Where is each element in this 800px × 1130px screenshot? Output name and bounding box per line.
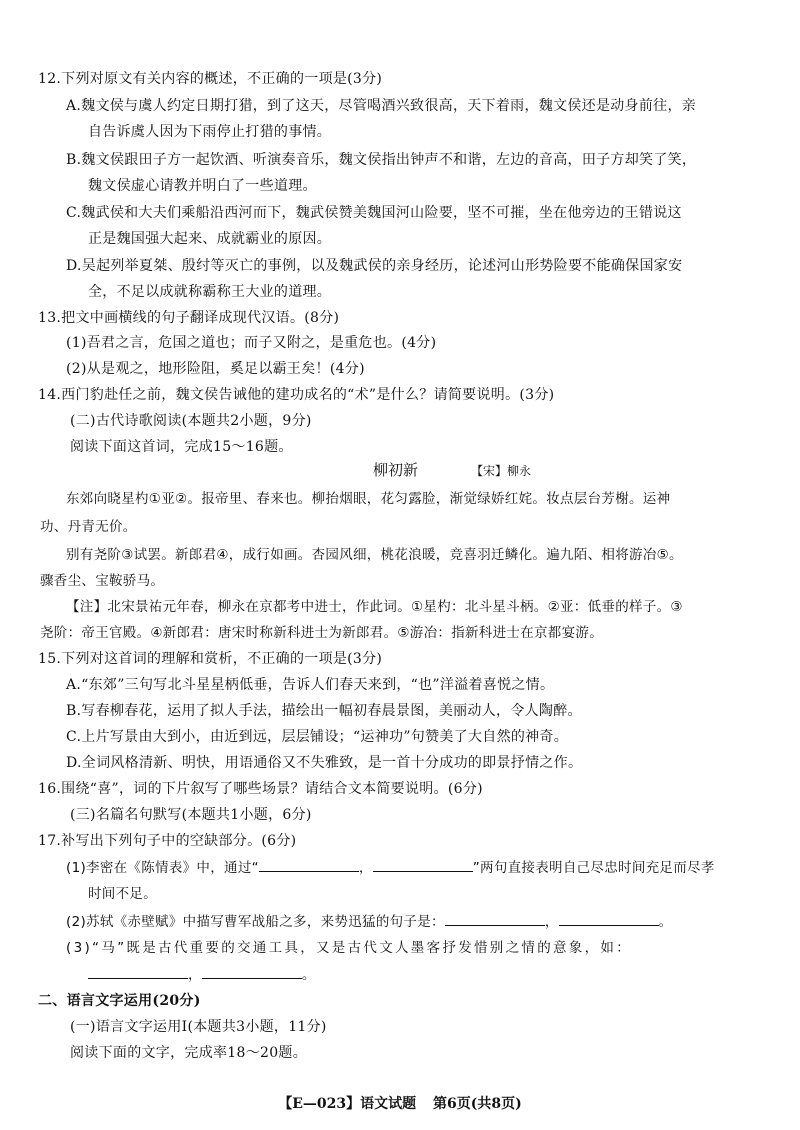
- q17-part-3-suffix: 。: [301, 967, 316, 983]
- q17-blank-1a[interactable]: [259, 857, 359, 872]
- q12-option-b-line2: 魏文侯虚心请教并明白了一些道理。: [88, 178, 317, 194]
- q15-option-a: A.“东郊”三句写北斗星星柄低垂，告诉人们春天来到，“也”洋溢着喜悦之情。: [66, 677, 555, 693]
- q17-blank-3a[interactable]: [88, 964, 188, 979]
- q17-part-2-suffix: 。: [658, 914, 673, 930]
- poem-note-line-2: 尧阶：帝王官殿。④新郎君：唐宋时称新科进士为新郎君。⑤游冶：指新科进士在京都宴游。: [40, 625, 604, 641]
- q17-part-2-prefix: (2)苏轼《赤壁赋》中描写曹军战船之多，来势迅猛的句子是：: [66, 914, 445, 930]
- part2-instruction: 阅读下面的文字，完成率18～20题。: [70, 1045, 308, 1061]
- q16-stem: 16.围绕“喜”，词的下片叙写了哪些场景？请结合文本简要说明。(6分): [38, 781, 483, 797]
- q13-sentence-2: (2)从是观之，地形险阻，奚足以霸王矣！(4分): [66, 361, 365, 377]
- q12-option-a-line2: 自告诉虞人因为下雨停止打猎的事情。: [88, 124, 332, 140]
- q12-stem: 12.下列对原文有关内容的概述，不正确的一项是(3分): [38, 71, 383, 87]
- q15-option-c: C.上片写景由大到小，由近到远，层层铺设；“运神功”句赞美了大自然的神奇。: [66, 729, 569, 745]
- q17-part-3-sep: ，: [188, 967, 202, 983]
- q17-part-1-line2: 时间不足。: [88, 886, 157, 902]
- mingju-section-heading: (三)名篇名句默写(本题共1小题，6分): [70, 807, 312, 823]
- q17-part-1-suffix: ”两句直接表明自己尽忠时间充足而尽孝: [472, 860, 715, 876]
- poem-note-line-1: 【注】北宋景祐元年春，柳永在京都考中进士，作此词。①星杓：北斗星斗柄。②亚：低垂的样子。③: [66, 599, 683, 615]
- q17-part-3-line2: [88, 964, 316, 985]
- q13-sentence-1: (1)吾君之言，危国之道也；而子又附之，是重危也。(4分): [66, 335, 437, 351]
- q12-option-a-line1: A.魏文侯与虞人约定日期打猎，到了这天，尽管喝酒兴致很高，天下着雨，魏文侯还是动身前往，亲: [66, 98, 697, 114]
- q15-option-b: B.写春柳春花，运用了拟人手法，描绘出一幅初春晨景图，美丽动人，令人陶醉。: [66, 703, 582, 719]
- q17-part-1-sep: ，: [358, 860, 373, 876]
- poem-line-4: 骤香尘、宝鞍骄马。: [40, 573, 165, 589]
- q17-blank-1b[interactable]: [373, 857, 473, 872]
- q13-stem: 13.把文中画横线的句子翻译成现代汉语。(8分): [38, 310, 340, 326]
- q17-blank-2a[interactable]: [445, 911, 545, 926]
- poem-title: 柳初新: [373, 461, 419, 479]
- q17-part-2: [66, 911, 672, 932]
- page-footer: [0, 1093, 800, 1113]
- part2-heading: 二、语言文字运用(20分): [38, 993, 201, 1009]
- q12-option-d-line2: 全，不足以成就称霸称王大业的道理。: [88, 284, 332, 300]
- q17-part-3-line1: (3)“马”既是古代重要的交通工具，又是古代文人墨客抒发惜别之情的意象，如：: [66, 940, 633, 956]
- part2-subheading: (一)语言文字运用Ⅰ(本题共3小题，11分): [70, 1019, 327, 1035]
- poetry-section-heading: (二)古代诗歌阅读(本题共2小题，9分): [70, 413, 312, 429]
- q17-blank-2b[interactable]: [559, 911, 659, 926]
- poem-line-1: 东郊向晓星杓①亚②。报帝里、春来也。柳抬烟眼，花匀露脸，渐觉绿娇红姹。妆点层台芳榭。运神: [66, 491, 671, 507]
- poem-line-3: 别有尧阶③试罢。新郎君④，成行如画。杏园风细，桃花浪暖，竞喜羽迁鳞化。遍九陌、相将游冶⑤。: [66, 547, 683, 563]
- q12-option-b-line1: B.魏文侯跟田子方一起饮酒、听演奏音乐，魏文侯指出钟声不和谐，左边的音高，田子方却笑了笑，: [66, 152, 697, 168]
- q17-blank-3b[interactable]: [202, 964, 302, 979]
- footer-exam-code: 【E—023】语文试题: [278, 1096, 417, 1112]
- poetry-instruction: 阅读下面这首词，完成15～16题。: [70, 439, 293, 455]
- poem-author: 【宋】柳永: [471, 464, 532, 478]
- q17-stem: 17.补写出下列句子中的空缺部分。(6分): [38, 833, 297, 849]
- q12-option-c-line2: 正是魏国强大起来、成就霸业的原因。: [88, 231, 332, 247]
- q12-option-d-line1: D.吴起列举夏桀、殷纣等灭亡的事例，以及魏武侯的亲身经历，论述河山形势险要不能确保国家安: [66, 258, 683, 274]
- q17-part-1-line1: [66, 857, 715, 878]
- poem-line-2: 功、丹青无价。: [40, 519, 137, 535]
- q17-part-1-prefix: (1)李密在《陈情表》中，通过“: [66, 860, 259, 876]
- q14-stem: 14.西门豹赴任之前，魏文侯告诫他的建功成名的“术”是什么？请简要说明。(3分): [38, 387, 555, 403]
- q17-part-2-sep: ，: [544, 914, 559, 930]
- q15-stem: 15.下列对这首词的理解和赏析，不正确的一项是(3分): [38, 651, 383, 667]
- footer-page-number: 第6页(共8页): [433, 1096, 522, 1112]
- q12-option-c-line1: C.魏武侯和大夫们乘船沿西河而下，魏武侯赞美魏国河山险要，坚不可摧，坐在他旁边的王错说这: [66, 205, 682, 221]
- q15-option-d: D.全词风格清新、明快，用语通俗又不失雅致，是一首十分成功的即景抒情之作。: [66, 755, 583, 771]
